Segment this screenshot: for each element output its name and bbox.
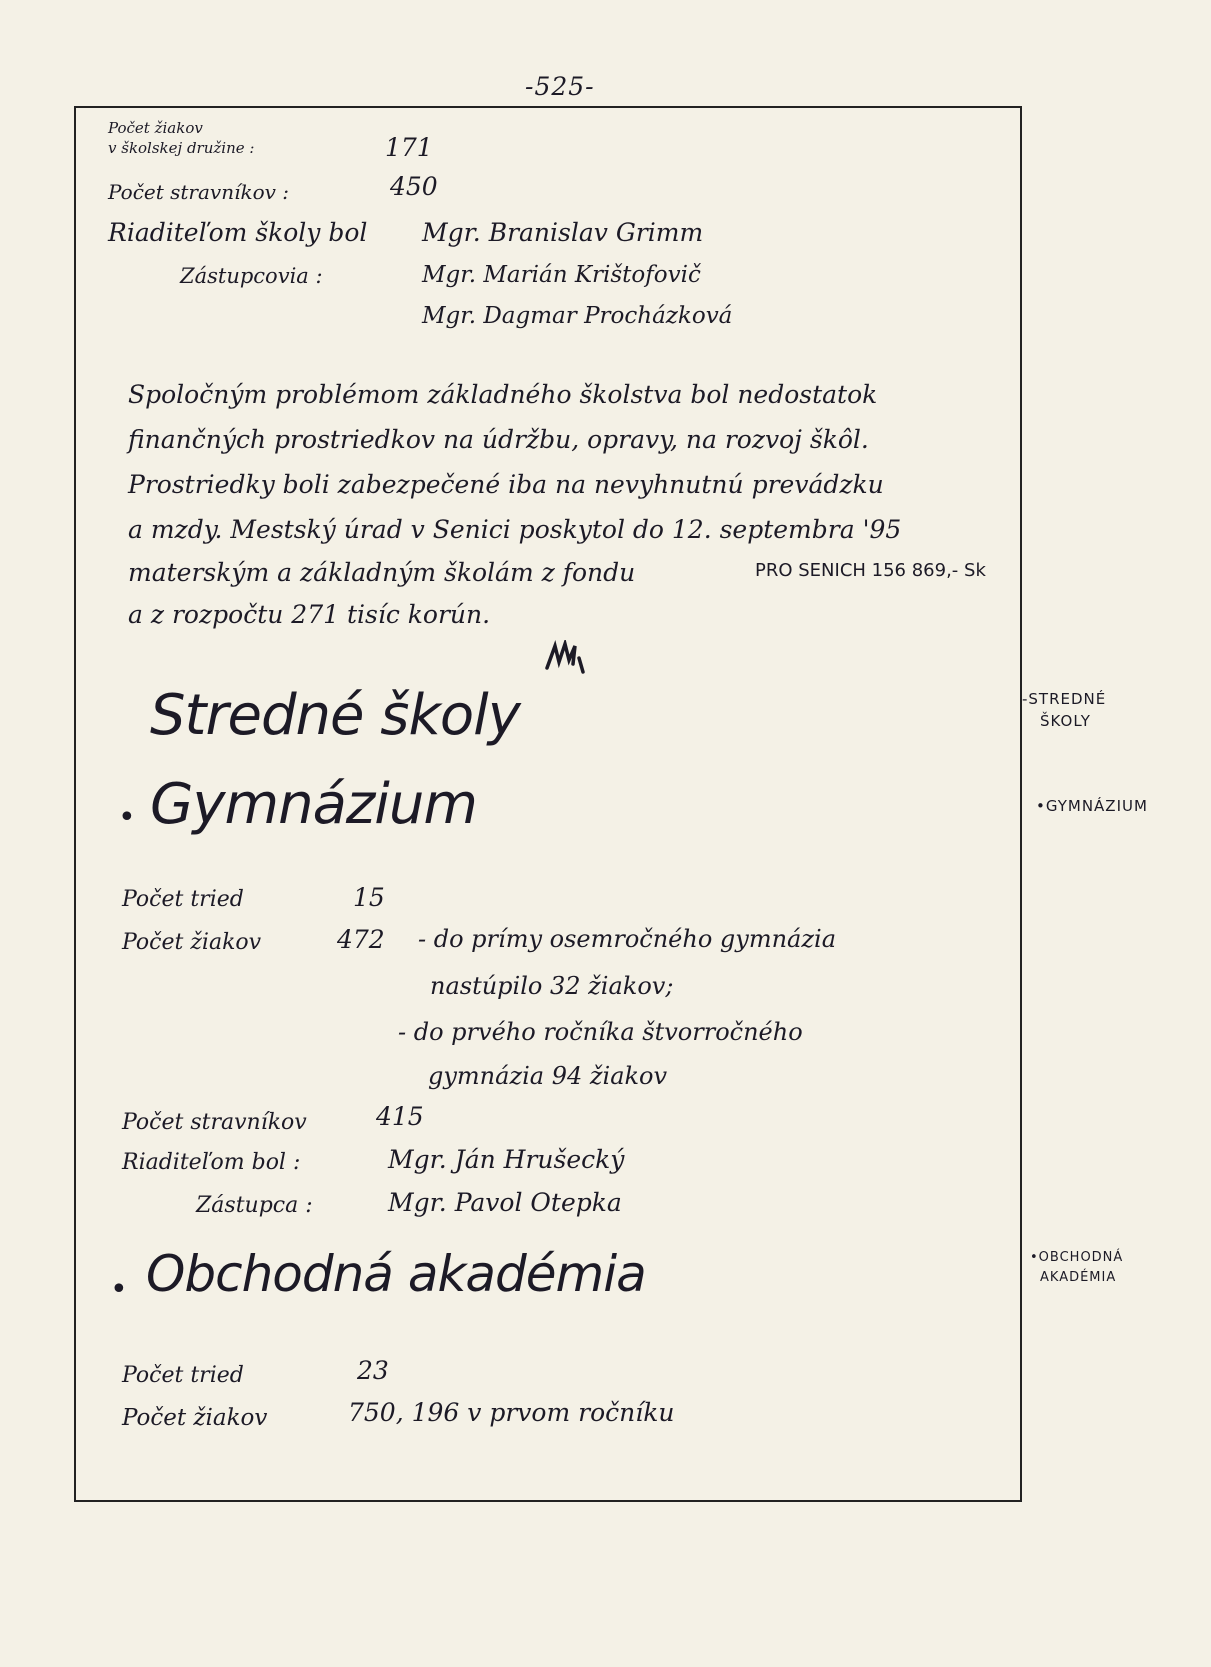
paragraph-line-1: Spoločným problémom základného školstva bol nedostatok	[128, 380, 878, 409]
club-pupils-label-line-1: Počet žiakov	[108, 119, 203, 137]
margin-note-obchodna	[1030, 1248, 1123, 1288]
gym-diners-label: Počet stravníkov	[122, 1110, 307, 1135]
deputy-1: Mgr. Marián Krištofovič	[422, 262, 701, 288]
paragraph-fund-name: PRO SENICH 156 869,- Sk	[755, 560, 986, 581]
gym-pupils-note-4: gymnázia 94 žiakov	[428, 1062, 668, 1090]
gym-pupils-value: 472	[337, 925, 385, 954]
gym-deputy-label: Zástupca :	[196, 1193, 313, 1218]
director-value: Mgr. Branislav Grimm	[422, 218, 704, 247]
diners-label: Počet stravníkov :	[108, 180, 290, 204]
margin-note-obchodna-line-2: AKADÉMIA	[1040, 1270, 1117, 1285]
paragraph-line-6: a z rozpočtu 271 tisíc korún.	[128, 600, 491, 629]
oa-classes-value: 23	[357, 1356, 389, 1385]
gym-deputy-value: Mgr. Pavol Otepka	[388, 1188, 622, 1217]
gym-pupils-note-3: - do prvého ročníka štvorročného	[398, 1018, 803, 1046]
deputy-2: Mgr. Dagmar Procházková	[422, 303, 733, 329]
club-pupils-label-line-2: v školskej družine :	[108, 139, 255, 157]
club-pupils-value: 171	[385, 133, 433, 162]
paragraph-line-4: a mzdy. Mestský úrad v Senici poskytol do 12. septembra '95	[128, 515, 902, 544]
gymnazium-bullet: •	[118, 800, 136, 835]
paragraph-line-3: Prostriedky boli zabezpečené iba na nevyhnutnú prevádzku	[128, 470, 884, 499]
gym-pupils-note-1: - do prímy osemročného gymnázia	[418, 925, 836, 953]
ink-scribble	[543, 640, 585, 676]
oa-classes-label: Počet tried	[122, 1363, 244, 1388]
margin-note-stredne	[1022, 688, 1106, 732]
obchodna-heading: Obchodná akadémia	[146, 1245, 646, 1303]
director-label: Riaditeľom školy bol	[108, 218, 368, 247]
page-number: -525-	[525, 72, 595, 101]
gym-pupils-note-2: nastúpilo 32 žiakov;	[430, 972, 674, 1000]
margin-note-stredne-line-2: ŠKOLY	[1040, 712, 1091, 730]
club-pupils-label	[108, 118, 254, 158]
oa-pupils-label: Počet žiakov	[122, 1405, 268, 1431]
gym-pupils-label: Počet žiakov	[122, 930, 262, 955]
gym-classes-label: Počet tried	[122, 887, 244, 912]
margin-note-stredne-line-1: -STREDNÉ	[1022, 690, 1107, 708]
obchodna-bullet: •	[110, 1272, 128, 1307]
diners-value: 450	[390, 172, 438, 201]
paragraph-line-2: finančných prostriedkov na údržbu, opravy, na rozvoj škôl.	[128, 425, 869, 454]
deputies-label: Zástupcovia :	[180, 264, 323, 288]
paragraph-line-5: materským a základným školám z fondu	[128, 558, 636, 587]
gym-classes-value: 15	[353, 883, 385, 912]
margin-note-gymnazium: •GYMNÁZIUM	[1036, 797, 1148, 815]
secondary-schools-heading: Stredné školy	[150, 683, 520, 748]
gym-director-label: Riaditeľom bol :	[122, 1150, 301, 1175]
oa-pupils-value: 750, 196 v prvom ročníku	[348, 1398, 675, 1427]
gymnazium-heading: Gymnázium	[150, 772, 477, 837]
margin-note-obchodna-line-1: •OBCHODNÁ	[1030, 1250, 1124, 1265]
gym-director-value: Mgr. Ján Hrušecký	[388, 1145, 625, 1174]
gym-diners-value: 415	[376, 1102, 424, 1131]
